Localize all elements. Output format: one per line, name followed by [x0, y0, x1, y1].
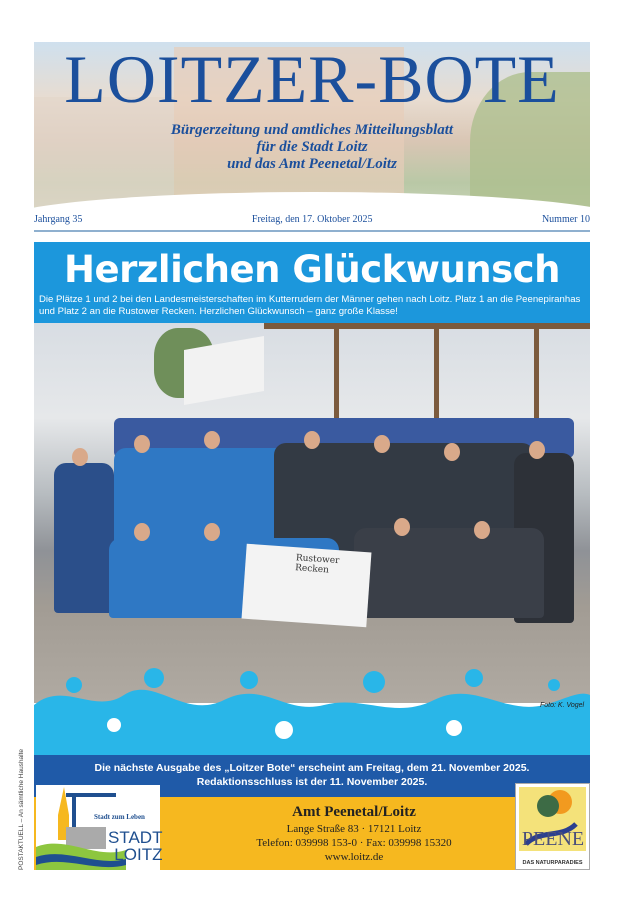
scaffold-post [334, 323, 339, 433]
logo-tagline: DAS NATURPARADIES [522, 860, 583, 866]
newspaper-title: LOITZER-BOTE [64, 42, 560, 117]
photo-credit: Foto: K. Vogel [540, 702, 585, 709]
team-group [354, 528, 544, 618]
head [444, 443, 460, 461]
contact-name: Amt Peenetal/Loitz [292, 804, 416, 820]
peene-logo [515, 783, 590, 870]
contact-info [194, 803, 514, 864]
logo-name: PEENE [521, 828, 585, 850]
stadt-loitz-logo [36, 785, 163, 870]
distribution-note: POSTAKTUELL – An sämtliche Haushalte [18, 748, 25, 870]
head [72, 448, 88, 466]
head [474, 521, 490, 539]
contact-website[interactable]: www.loitz.de [324, 851, 384, 863]
head [529, 441, 545, 459]
newspaper-subtitle [34, 122, 590, 173]
head [134, 523, 150, 541]
head [304, 431, 320, 449]
team-banner: Rustower Recken [242, 544, 372, 628]
lead-text: Die Plätze 1 und 2 bei den Landesmeisterschaften im Kutterrudern der Männer gehen nach Loitz. Platz 1 an die Peenepiranhas und Platz 2 an die Rustower Recken. Herzlichen Glückwunsch – ganz große Klasse! [39, 294, 581, 317]
volume: Jahrgang 35 [34, 214, 83, 225]
logo-slogan: Stadt zum Leben [94, 813, 145, 821]
contact-phone: Telefon: 039998 153-0 · Fax: 039998 15320 [256, 837, 452, 849]
head [204, 431, 220, 449]
notice-line: Die nächste Ausgabe des „Loitzer Bote“ erscheint am Freitag, dem 21. November 2025. [94, 762, 530, 774]
head [374, 435, 390, 453]
water-splash [34, 660, 590, 760]
subtitle-line: für die Stadt Loitz [256, 139, 368, 155]
headline: Herzlichen Glückwunsch [64, 248, 560, 291]
issue-info [34, 214, 590, 225]
logo-wordmark [108, 829, 162, 863]
subtitle-line: und das Amt Peenetal/Loitz [227, 156, 397, 172]
feature-banner [34, 242, 590, 323]
head [134, 435, 150, 453]
divider [34, 230, 590, 232]
logo-line: STADT [108, 828, 163, 847]
head [204, 523, 220, 541]
issue-date: Freitag, den 17. Oktober 2025 [251, 214, 373, 225]
team-member [54, 463, 114, 613]
head [394, 518, 410, 536]
subtitle-line: Bürgerzeitung und amtliches Mitteilungsblatt [170, 122, 454, 138]
contact-address: Lange Straße 83 · 17121 Loitz [286, 823, 422, 835]
masthead [34, 42, 590, 208]
scaffold-post [534, 323, 539, 433]
logo-line: LOITZ [114, 845, 163, 864]
scaffold-post [434, 323, 439, 433]
issue-number: Nummer 10 [541, 214, 590, 225]
notice-line: Redaktionsschluss ist der 11. November 2025. [196, 776, 428, 788]
team-photo [34, 323, 590, 703]
scaffold-beam [264, 323, 590, 329]
